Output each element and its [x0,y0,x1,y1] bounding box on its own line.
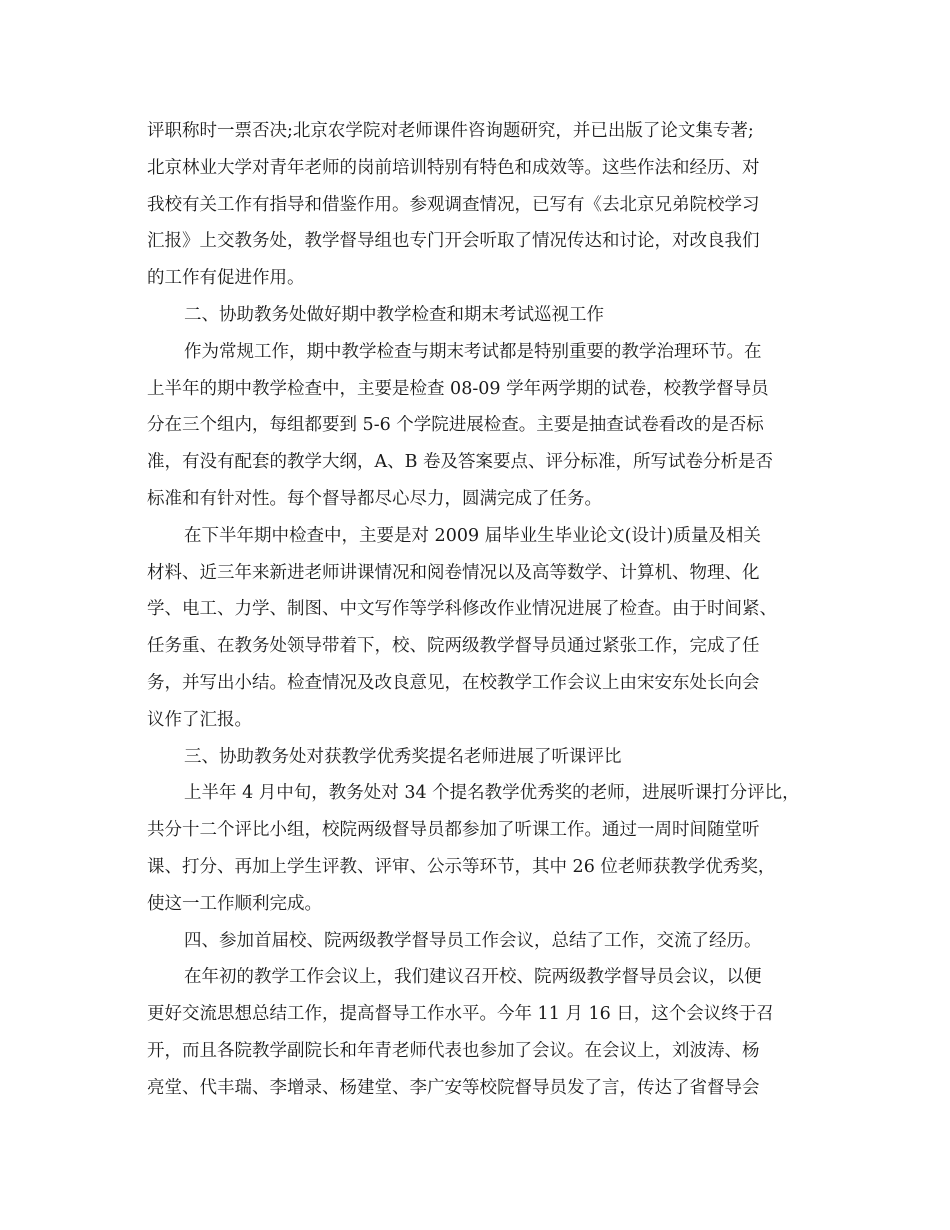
text-line: 议作了汇报。 [147,709,252,730]
text-line: 标准和有针对性。每个督导都尽心尽力，圆满完成了任务。 [147,488,602,509]
paragraph-first-line: 三、协助教务处对获教学优秀奖提名老师进展了听课评比 [184,746,622,767]
text-line: 使这一工作顺利完成。 [147,893,322,914]
paragraph-first-line: 上半年 4 月中旬，教务处对 34 个提名教学优秀奖的老师，进展听课打分评比， [184,783,800,804]
paragraph-first-line: 二、协助教务处做好期中教学检查和期末考试巡视工作 [184,304,604,325]
document-body [147,113,807,1107]
text-line: 汇报》上交教务处，教学督导组也专门开会听取了情况传达和讨论，对改良我们 [147,231,760,252]
paragraph-first-line: 四、参加首届校、院两级教学督导员工作会议，总结了工作，交流了经历。 [184,930,762,951]
text-line: 务，并写出小结。检查情况及改良意见，在校教学工作会议上由宋安东处长向会 [147,672,760,693]
text-line: 亮堂、代丰瑞、李增录、杨建堂、李广安等校院督导员发了言，传达了省督导会 [147,1077,760,1098]
text-line: 上半年的期中教学检查中，主要是检查 08-09 学年两学期的试卷，校教学督导员 [147,378,769,399]
text-line: 学、电工、力学、制图、中文写作等学科修改作业情况进展了检查。由于时间紧、 [147,599,777,620]
text-line: 的工作有促进作用。 [147,268,305,289]
text-line: 更好交流思想总结工作，提高督导工作水平。今年 11 月 16 日，这个会议终于召 [147,1004,774,1025]
paragraph-first-line: 作为常规工作，期中教学检查与期末考试都是特别重要的教学治理环节。在 [184,341,762,362]
text-line: 北京林业大学对青年老师的岗前培训特别有特色和成效等。这些作法和经历、对 [147,157,760,178]
text-line: 材料、近三年来新进老师讲课情况和阅卷情况以及高等数学、计算机、物理、化 [147,562,760,583]
text-line: 开，而且各院教学副院长和年青老师代表也参加了会议。在会议上，刘波涛、杨 [147,1040,760,1061]
paragraph-first-line: 在年初的教学工作会议上，我们建议召开校、院两级教学督导员会议，以便 [184,967,762,988]
text-line: 课、打分、再加上学生评教、评审、公示等环节，其中 26 位老师获教学优秀奖， [147,856,776,877]
text-line: 共分十二个评比小组，校院两级督导员都参加了听课工作。通过一周时间随堂听 [147,820,760,841]
text-line: 分在三个组内，每组都要到 5-6 个学院进展检查。主要是抽查试卷看改的是否标 [147,415,764,436]
text-line: 任务重、在教务处领导带着下，校、院两级教学督导员通过紧张工作，完成了任 [147,636,760,657]
text-line: 准，有没有配套的教学大纲，A、B 卷及答案要点、评分标准，所写试卷分析是否 [147,452,774,473]
text-line: 我校有关工作有指导和借鉴作用。参观调查情况，已写有《去北京兄弟院校学习 [147,194,760,215]
paragraph-first-line: 在下半年期中检查中，主要是对 2009 届毕业生毕业论文(设计)质量及相关 [184,525,761,546]
text-line: 评职称时一票否决;北京农学院对老师课件咨询题研究，并已出版了论文集专著; [147,121,754,141]
